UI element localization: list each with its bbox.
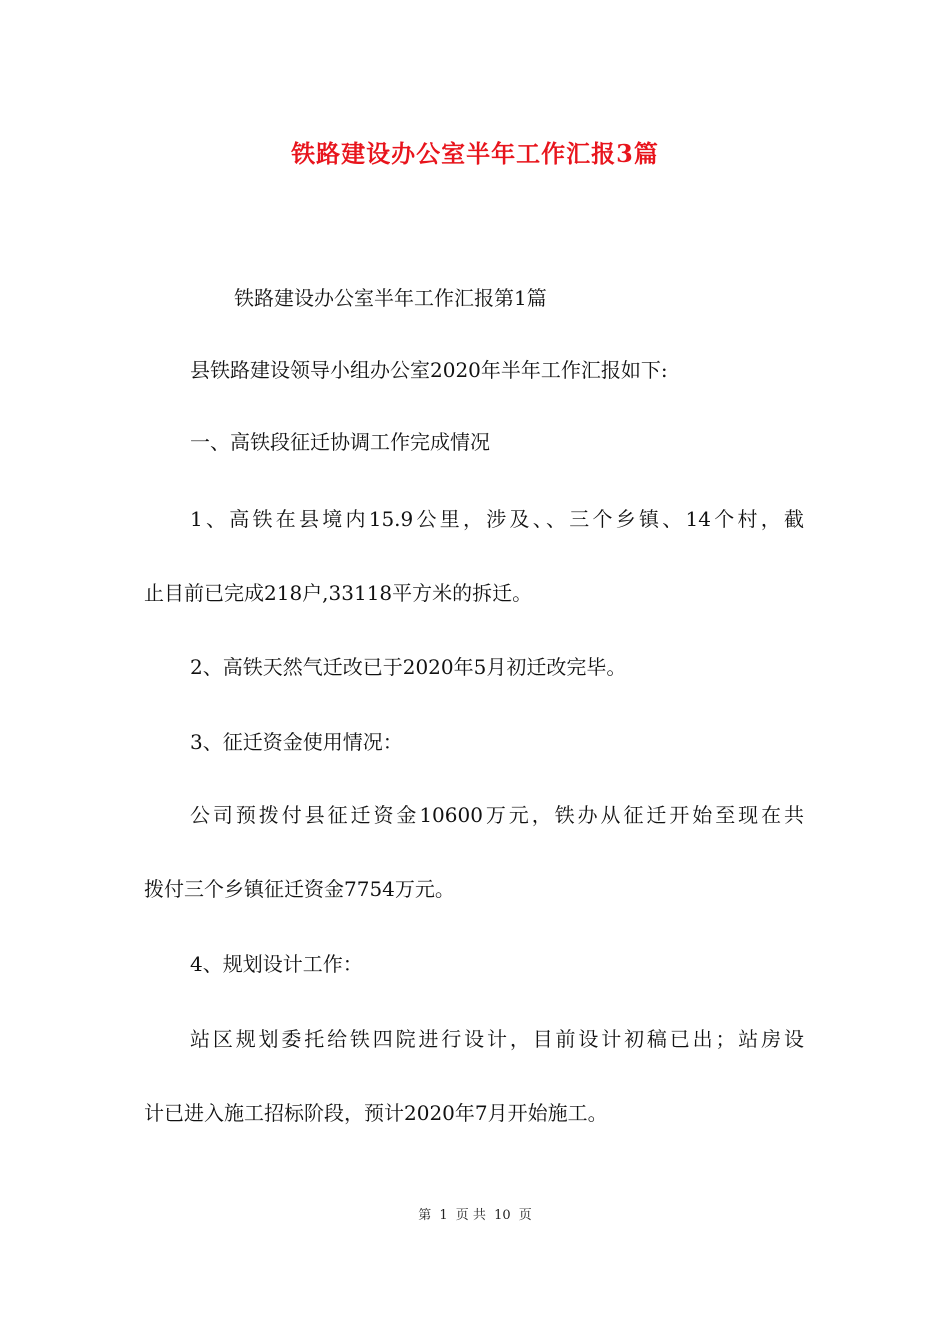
paragraph-line: 拨付三个乡镇征迁资金7754万元。 (144, 877, 455, 901)
paragraph-line: 3、征迁资金使用情况： (190, 730, 403, 754)
paragraph-line: 一、高铁段征迁协调工作完成情况 (190, 430, 490, 454)
document-title: 铁路建设办公室半年工作汇报3篇 (291, 139, 659, 168)
total-pages-number: 10 (494, 1208, 511, 1223)
paragraph-line: 1、高铁在县境内15.9公里，涉及、、三个乡镇、14个村，截 (190, 507, 804, 531)
paragraph-line: 止目前已完成218户,33118平方米的拆迁。 (144, 581, 533, 605)
section-heading: 铁路建设办公室半年工作汇报第1篇 (234, 286, 547, 310)
paragraph-line: 站区规划委托给铁四院进行设计，目前设计初稿已出；站房设 (190, 1027, 804, 1051)
paragraph-line: 公司预拨付县征迁资金10600万元，铁办从征迁开始至现在共 (190, 803, 804, 827)
page-label-mid: 页 共 (455, 1208, 486, 1223)
current-page-number: 1 (439, 1208, 448, 1223)
paragraph-line: 计已进入施工招标阶段，预计2020年7月开始施工。 (144, 1101, 608, 1125)
paragraph-line: 县铁路建设领导小组办公室2020年半年工作汇报如下: (190, 358, 668, 382)
paragraph-line: 4、规划设计工作： (190, 952, 363, 976)
page-label-suffix: 页 (518, 1208, 532, 1223)
paragraph-line: 2、高铁天然气迁改已于2020年5月初迁改完毕。 (190, 655, 627, 679)
page-footer (0, 1206, 950, 1226)
page-label-prefix: 第 (418, 1208, 432, 1223)
